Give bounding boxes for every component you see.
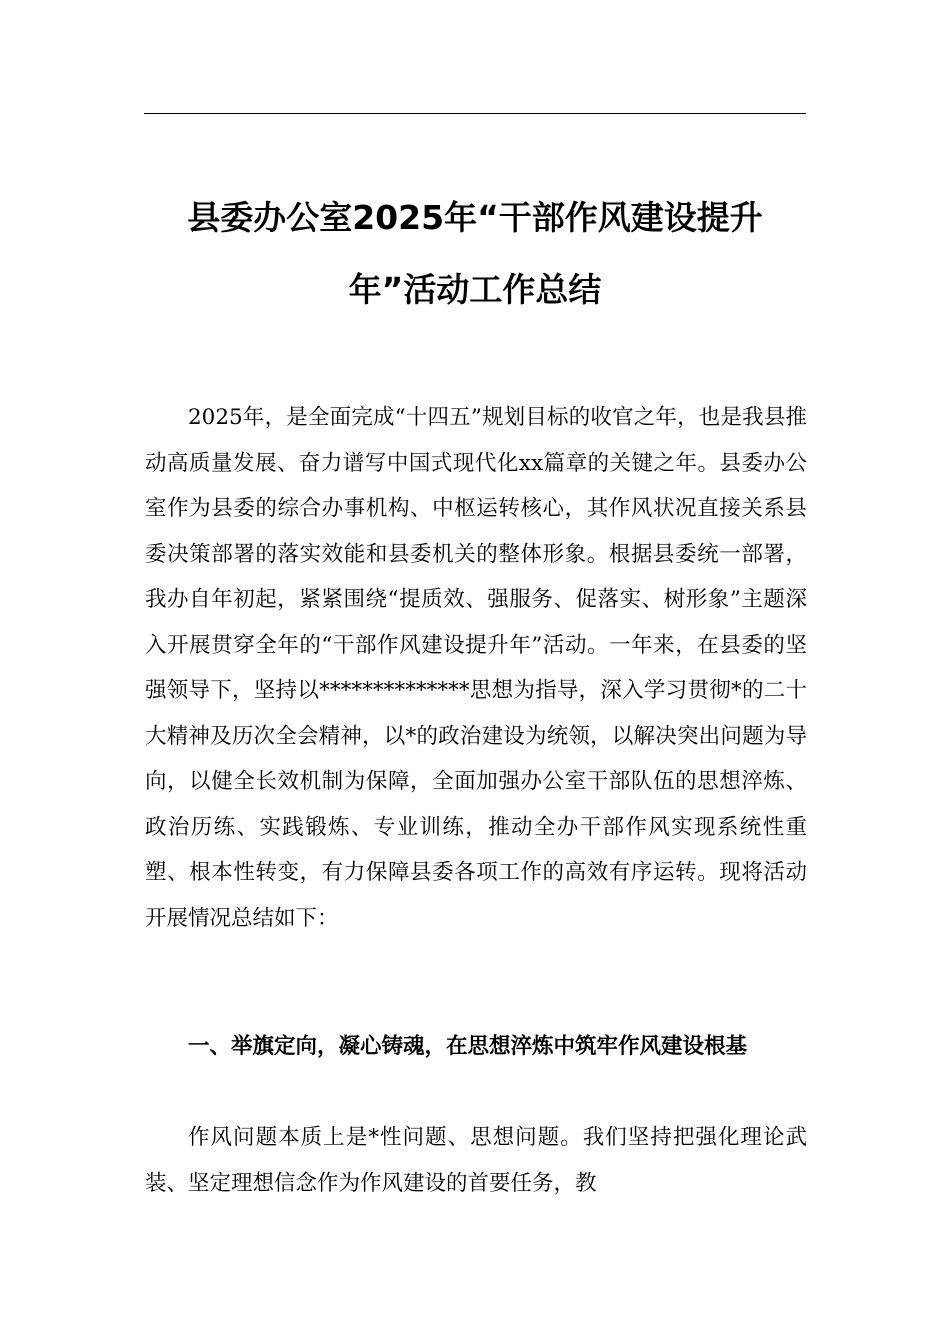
- header-rule: [144, 113, 806, 114]
- document-title-line-1: 县委办公室2025年“干部作风建设提升: [187, 198, 763, 237]
- section-1-heading: 一、举旗定向，凝心铸魂，在思想淬炼中筑牢作风建设根基: [188, 1034, 748, 1059]
- section-1-paragraph: 作风问题本质上是*性问题、思想问题。我们坚持把强化理论武装、坚定理想信念作为作风建设的首要任务，教: [145, 1125, 807, 1196]
- document-title-line-2: 年”活动工作总结: [348, 270, 602, 309]
- intro-paragraph: 2025年，是全面完成“十四五”规划目标的收官之年，也是我县推动高质量发展、奋力谱写中国式现代化xx篇章的关键之年。县委办公室作为县委的综合办事机构、中枢运转核心，其作风状况直接关系县委决策部署的落实效能和县委机关的整体形象。根据县委统一部署，我办自年初起，紧紧围绕“提质效、强服务、促落实、树形象”主题深入开展贯穿全年的“干部作风建设提升年”活动。一年来，在县委的坚强领导下，坚持以**************思想为指导，深入学习贯彻*的二十大精神及历次全会精神，以*的政治建设为统领，以解决突出问题为导向，以健全长效机制为保障，全面加强办公室干部队伍的思想淬炼、政治历练、实践锻炼、专业训练，推动全办干部作风实现系统性重塑、根本性转变，有力保障县委各项工作的高效有序运转。现将活动开展情况总结如下：: [145, 405, 807, 931]
